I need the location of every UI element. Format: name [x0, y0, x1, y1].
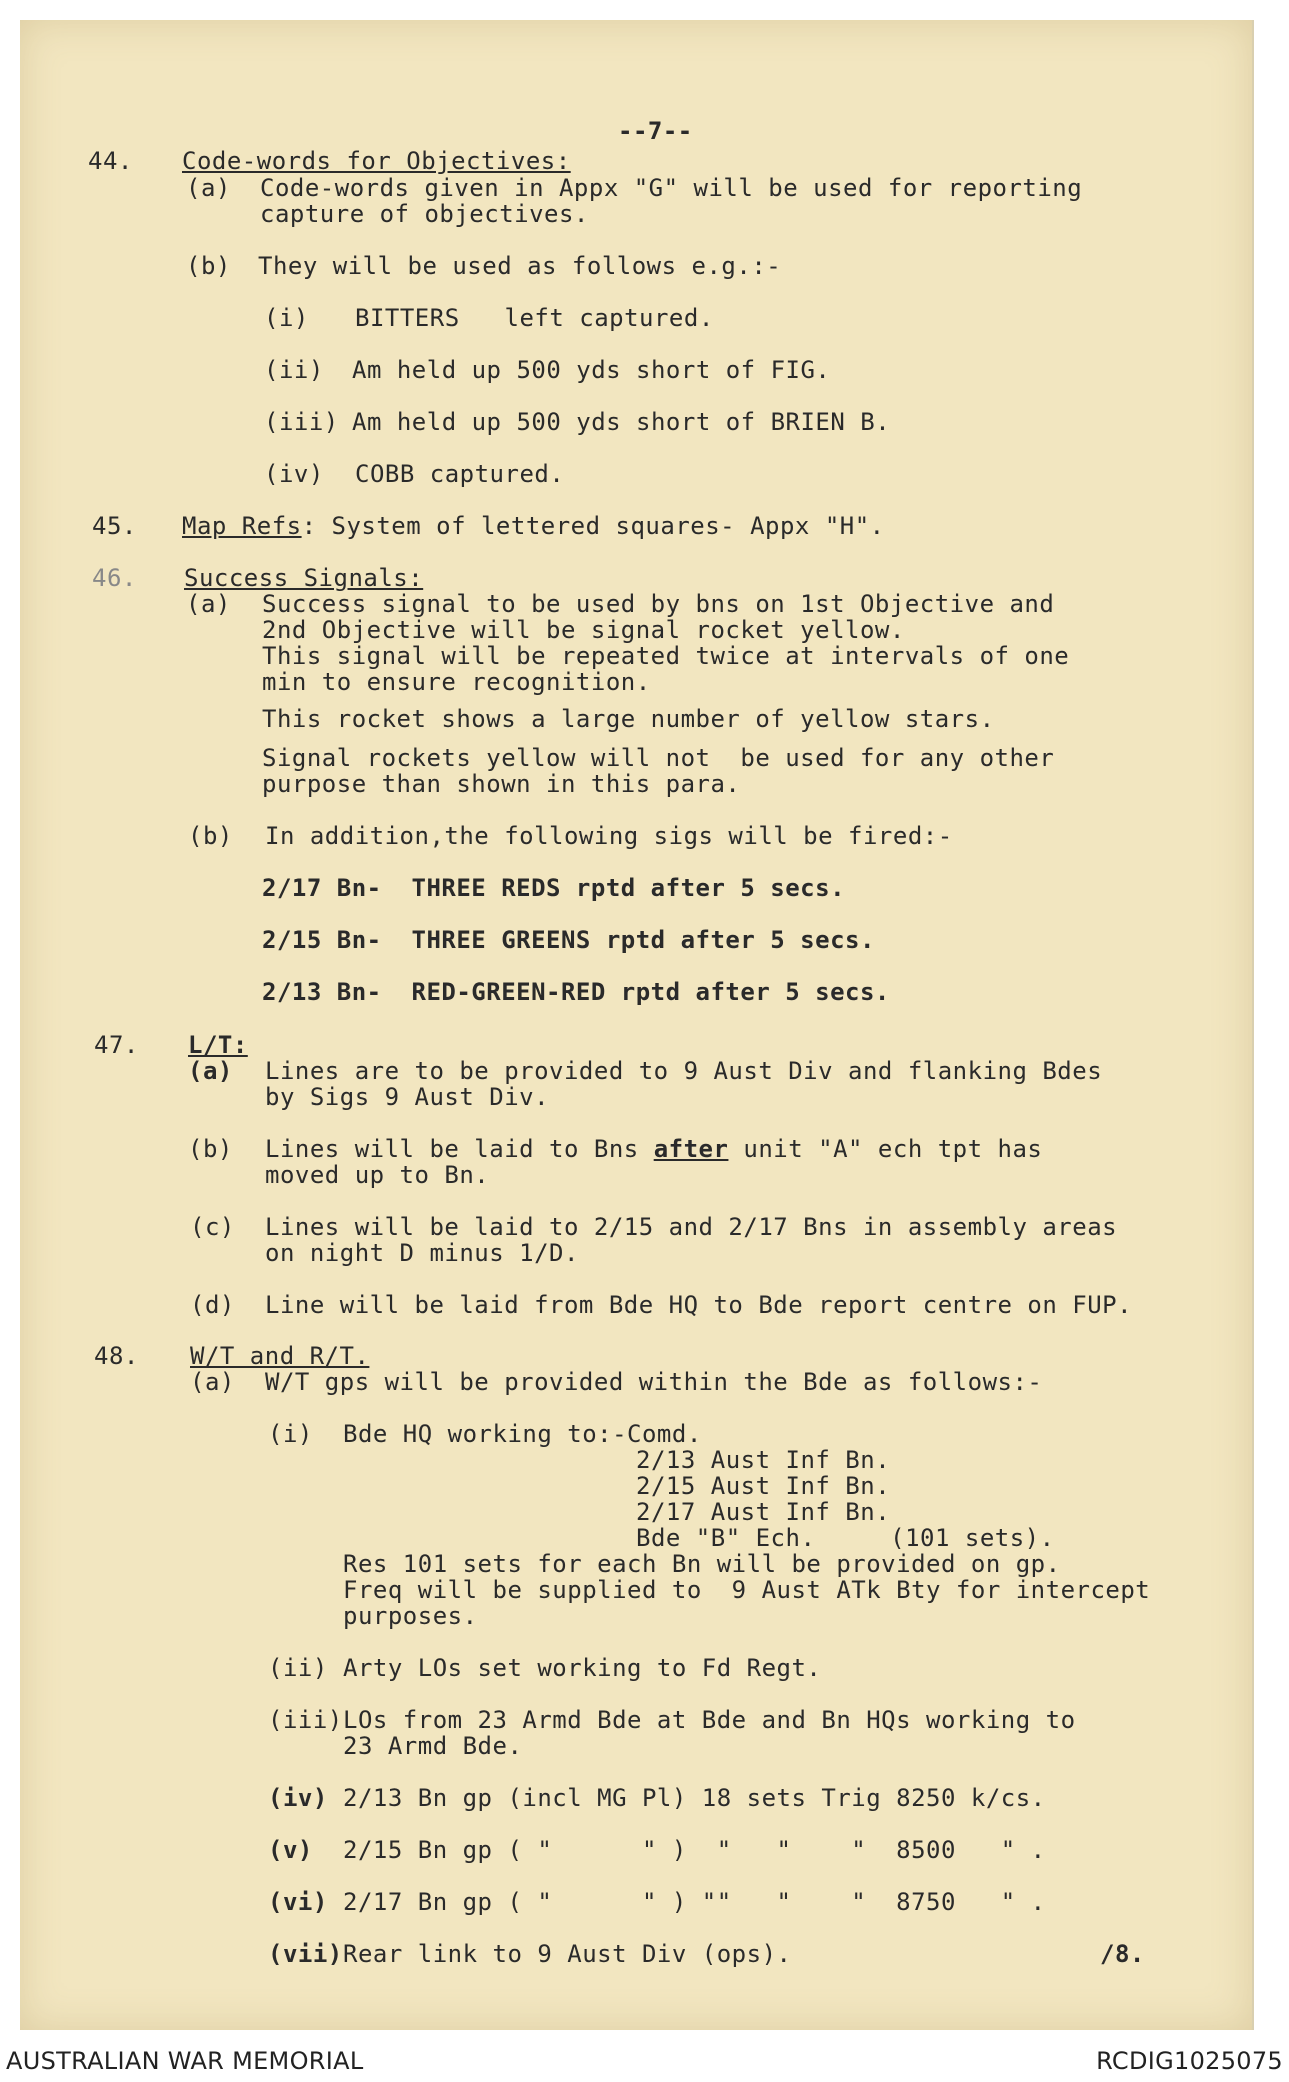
- text-line: Code-words given in Appx "G" will be used for reporting: [260, 174, 1083, 202]
- section-45-number: 45.: [92, 512, 137, 540]
- text-line: Am held up 500 yds short of BRIEN B.: [352, 408, 891, 436]
- item-label: (vi): [268, 1888, 328, 1916]
- item-label: (v): [268, 1836, 313, 1864]
- footer-archive-name: AUSTRALIAN WAR MEMORIAL: [6, 2047, 364, 2075]
- text-line: Res 101 sets for each Bn will be provided on gp.: [343, 1550, 1061, 1578]
- page-number: --7--: [618, 117, 693, 145]
- section-46-number: 46.: [92, 564, 137, 592]
- text-line: 23 Armd Bde.: [343, 1732, 523, 1760]
- section-48-number: 48.: [94, 1342, 139, 1370]
- section-45-title: Map Refs: [182, 512, 302, 540]
- text-line: Lines will be laid to 2/15 and 2/17 Bns in assembly areas: [265, 1213, 1118, 1241]
- text-line: moved up to Bn.: [265, 1161, 490, 1189]
- item-label: (iv): [264, 460, 324, 488]
- text-line: This signal will be repeated twice at intervals of one: [262, 642, 1070, 670]
- text-line: Line will be laid from Bde HQ to Bde report centre on FUP.: [265, 1291, 1133, 1319]
- item-label: (iii): [268, 1706, 343, 1734]
- text-line: [265, 1136, 1042, 1163]
- text-line: Freq will be supplied to 9 Aust ATk Bty for intercept: [343, 1576, 1151, 1604]
- text-line: 2/15 Aust Inf Bn.: [636, 1472, 891, 1500]
- section-47-title: L/T:: [188, 1031, 248, 1059]
- section-48-title: W/T and R/T.: [190, 1342, 370, 1370]
- text-line: purposes.: [343, 1602, 478, 1630]
- text-line: Lines are to be provided to 9 Aust Div and flanking Bdes: [265, 1057, 1103, 1085]
- text-line: Bde HQ working to:-Comd.: [343, 1420, 702, 1448]
- text-line: In addition,the following sigs will be fired:-: [265, 822, 953, 850]
- item-label: (ii): [268, 1654, 328, 1682]
- item-label: (d): [190, 1291, 235, 1319]
- text-line: capture of objectives.: [260, 200, 589, 228]
- text-line: They will be used as follows e.g.:-: [258, 252, 782, 280]
- text-line: Rear link to 9 Aust Div (ops).: [343, 1940, 792, 1968]
- section-45-text: : System of lettered squares- Appx "H".: [301, 512, 885, 540]
- signal-line: 2/17 Bn- THREE REDS rptd after 5 secs.: [262, 874, 846, 902]
- section-47-number: 47.: [94, 1031, 139, 1059]
- text-line: LOs from 23 Armd Bde at Bde and Bn HQs working to: [343, 1706, 1076, 1734]
- text-line: 2nd Objective will be signal rocket yellow.: [262, 616, 905, 644]
- item-label: (iv): [268, 1784, 328, 1812]
- section-45-line: [182, 513, 885, 540]
- text-segment: Lines will be laid to Bns: [265, 1135, 654, 1163]
- text-line: W/T gps will be provided within the Bde as follows:-: [265, 1368, 1043, 1396]
- signal-line: 2/13 Bn- RED-GREEN-RED rptd after 5 secs.: [262, 978, 890, 1006]
- text-line: Arty LOs set working to Fd Regt.: [343, 1654, 822, 1682]
- text-line: BITTERS left captured.: [355, 304, 714, 332]
- item-label: (b): [186, 252, 231, 280]
- text-line: 2/15 Bn gp ( " " ) " " " 8500 " .: [343, 1836, 1046, 1864]
- text-line: purpose than shown in this para.: [262, 770, 741, 798]
- item-label: (b): [188, 1135, 233, 1163]
- text-line: COBB captured.: [355, 460, 565, 488]
- item-label: (i): [264, 304, 309, 332]
- text-line: on night D minus 1/D.: [265, 1239, 579, 1267]
- section-46-title: Success Signals:: [184, 564, 424, 592]
- item-label: (a): [190, 1368, 235, 1396]
- item-label: (a): [188, 1057, 233, 1085]
- text-segment: unit "A" ech tpt has: [728, 1135, 1043, 1163]
- section-44-number: 44.: [88, 147, 133, 175]
- text-line: Success signal to be used by bns on 1st Objective and: [262, 590, 1055, 618]
- footer-record-id: RCDIG1025075: [1096, 2047, 1283, 2075]
- next-page-marker: /8.: [1100, 1940, 1145, 1968]
- item-label: (i): [268, 1420, 313, 1448]
- item-label: (vii): [268, 1940, 343, 1968]
- item-label: (a): [186, 590, 231, 618]
- text-line: Am held up 500 yds short of FIG.: [352, 356, 831, 384]
- emphasis-word: after: [653, 1135, 729, 1163]
- item-label: (b): [188, 822, 233, 850]
- item-label: (ii): [264, 356, 324, 384]
- text-line: 2/17 Bn gp ( " " ) "" " " 8750 " .: [343, 1888, 1046, 1916]
- text-line: min to ensure recognition.: [262, 668, 651, 696]
- item-label: (iii): [264, 408, 339, 436]
- text-line: 2/13 Bn gp (incl MG Pl) 18 sets Trig 8250 k/cs.: [343, 1784, 1046, 1812]
- section-44-title: Code-words for Objectives:: [182, 147, 571, 175]
- item-label: (a): [186, 174, 231, 202]
- text-line: Bde "B" Ech. (101 sets).: [636, 1524, 1055, 1552]
- text-line: 2/17 Aust Inf Bn.: [636, 1498, 891, 1526]
- signal-line: 2/15 Bn- THREE GREENS rptd after 5 secs.: [262, 926, 875, 954]
- text-line: 2/13 Aust Inf Bn.: [636, 1446, 891, 1474]
- text-line: This rocket shows a large number of yellow stars.: [262, 705, 995, 733]
- item-label: (c): [190, 1213, 235, 1241]
- text-line: Signal rockets yellow will not be used for any other: [262, 744, 1055, 772]
- text-line: by Sigs 9 Aust Div.: [265, 1083, 550, 1111]
